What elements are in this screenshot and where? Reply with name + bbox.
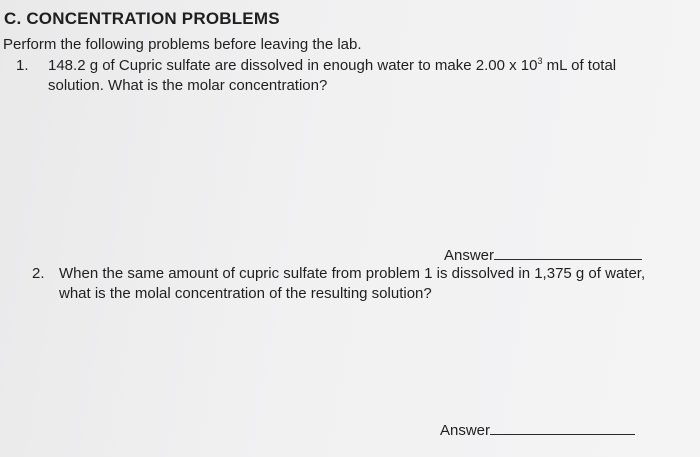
problem-1-text-main: 148.2 g of Cupric sulfate are dissolved in enough water to make 2.00 x 10 [48,57,538,74]
problem-1 [16,56,676,96]
cut-off-text-fragment [40,452,240,457]
answer-2-label: Answer [440,422,491,439]
answer-1-blank[interactable] [494,247,642,260]
answer-1 [444,247,642,264]
problem-1-text-rest: mL of total solution. What is the molar concentration? [48,57,617,94]
problem-1-text [48,56,676,96]
section-heading: C. CONCENTRATION PROBLEMS [4,9,280,28]
problem-2 [32,264,672,304]
answer-2 [440,422,635,439]
problem-2-text: When the same amount of cupric sulfate from problem 1 is dissolved in 1,375 g of water, what is the molal concentration of the resulting solution? [59,265,646,302]
problem-2-number: 2. [32,265,45,282]
exponent-superscript: 3 [537,56,543,66]
answer-1-label: Answer [444,247,495,264]
answer-2-blank[interactable] [490,422,635,435]
instructions-text: Perform the following problems before leaving the lab. [3,36,362,53]
problem-1-number: 1. [16,57,29,74]
